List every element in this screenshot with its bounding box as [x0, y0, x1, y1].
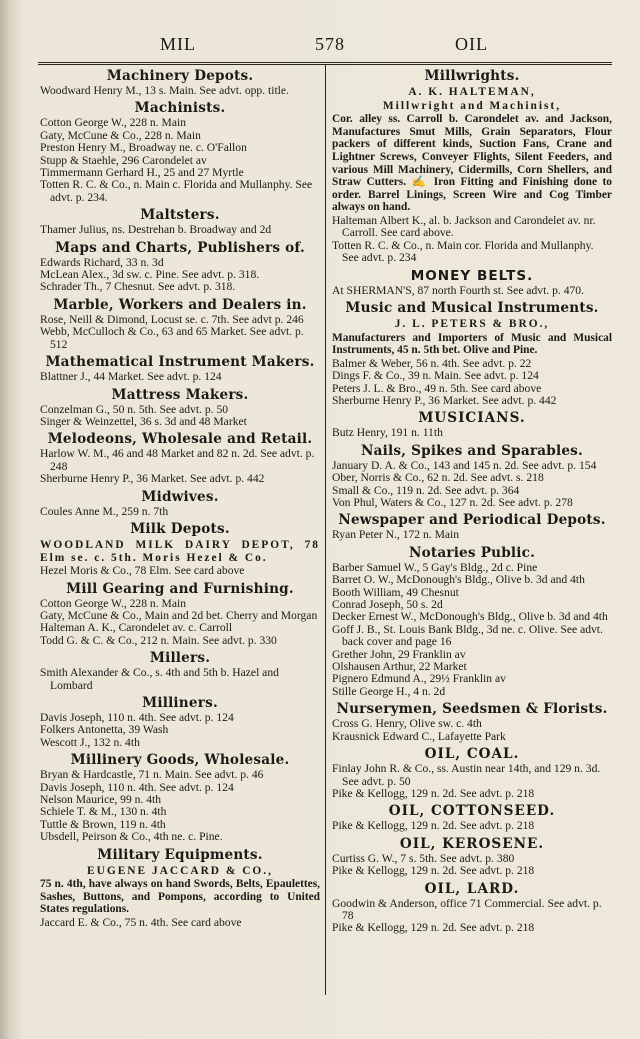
directory-entry: Conzelman G., 50 n. 5th. See advt. p. 50	[40, 402, 229, 416]
directory-entry: Blattner J., 44 Market. See advt. p. 124	[40, 370, 222, 384]
section-heading: Milk Depots.	[130, 520, 230, 537]
section-oil-lard	[332, 881, 612, 935]
section-milliners	[40, 695, 320, 749]
section-money-belts	[332, 268, 612, 297]
directory-entry: Halteman Albert K., al. b. Jackson and Carondelet av. nr. Carroll. See card above.	[332, 213, 596, 240]
directory-entry: Webb, McCulloch & Co., 63 and 65 Market. See advt. p. 512	[40, 325, 304, 351]
card-ad-line: Millwright and Machinist,	[382, 99, 562, 112]
section-music-and-musical-instruments	[332, 300, 612, 407]
directory-entry: Edwards Richard, 33 n. 3d	[40, 255, 164, 269]
section-heading: Mill Gearing and Furnishing.	[66, 580, 294, 597]
section-heading: MUSICIANS.	[418, 410, 526, 427]
directory-entry: Harlow W. M., 46 and 48 Market and 82 n. 2d. See advt. p. 248	[40, 447, 315, 473]
directory-entry: Preston Henry M., Broadway ne. c. O'Fallon	[40, 141, 247, 155]
card-ad-line: WOODLAND MILK DAIRY DEPOT, 78 Elm se. c. 5th. Moris Hezel & Co.	[40, 538, 320, 564]
section-heading: Mattress Makers.	[111, 386, 249, 403]
directory-entry: Timmermann Gerhard H., 25 and 27 Myrtle	[40, 166, 244, 180]
section-heading: Midwives.	[141, 488, 219, 505]
section-heading: OIL, COTTONSEED.	[388, 803, 556, 820]
directory-entry: Thamer Julius, ns. Destrehan b. Broadway and 2d	[40, 223, 272, 237]
directory-entry: Davis Joseph, 110 n. 4th. See advt. p. 124	[40, 780, 234, 794]
running-head-left: MIL	[160, 34, 196, 54]
section-heading: Music and Musical Instruments.	[345, 299, 599, 316]
section-milk-depots	[40, 521, 320, 578]
section-mattress-makers	[40, 387, 320, 429]
directory-entry: Hezel Moris & Co., 78 Elm. See card above	[40, 564, 245, 578]
section-heading: Millers.	[149, 650, 211, 667]
directory-entry: Cotton George W., 228 n. Main	[40, 596, 186, 610]
directory-entry: Jaccard E. & Co., 75 n. 4th. See card above	[40, 916, 242, 929]
section-heading: Maltsters.	[140, 207, 220, 224]
directory-entry: Pike & Kellogg, 129 n. 2d. See advt. p. 218	[332, 786, 535, 800]
section-heading: Mathematical Instrument Makers.	[45, 354, 315, 371]
directory-entry: Dings F. & Co., 39 n. Main. See advt. p. 124	[332, 369, 539, 383]
section-heading: Machinists.	[134, 100, 226, 117]
section-millers	[40, 650, 320, 692]
directory-entry: Grether John, 29 Franklin av	[332, 647, 466, 661]
directory-entry: Krausnick Edward C., Lafayette Park	[332, 729, 506, 743]
directory-entry: Davis Joseph, 110 n. 4th. See advt. p. 124	[40, 710, 234, 724]
section-heading: Nails, Spikes and Sparables.	[361, 442, 583, 459]
directory-entry: Goff J. B., St. Louis Bank Bldg., 3d ne. c. Olive. See advt. back cover and page 16	[332, 622, 603, 649]
section-mathematical-instrument-makers	[40, 354, 320, 383]
left-column	[40, 66, 320, 932]
section-heading: Nurserymen, Seedsmen & Florists.	[336, 701, 608, 718]
directory-entry: Pike & Kellogg, 129 n. 2d. See advt. p. 218	[332, 864, 535, 878]
directory-entry: Curtiss G. W., 7 s. 5th. See advt. p. 380	[332, 851, 515, 865]
directory-entry: Ryan Peter N., 172 n. Main	[332, 528, 460, 542]
section-heading: MONEY BELTS.	[410, 267, 534, 284]
directory-entry: Goodwin & Anderson, office 71 Commercial. See advt. p. 78	[332, 896, 602, 922]
directory-entry: Rose, Neill & Dimond, Locust se. c. 7th. See advt p. 246	[40, 312, 304, 326]
section-newspaper-and-periodical-depots	[332, 512, 612, 541]
section-nurserymen-seedsmen-florists	[332, 701, 612, 743]
section-heading: Millinery Goods, Wholesale.	[70, 752, 290, 769]
directory-entry: Decker Ernest W., McDonough's Bldg., Olive b. 3d and 4th	[332, 610, 608, 624]
directory-entry: Cotton George W., 228 n. Main	[40, 116, 186, 130]
card-ad-line: J. L. PETERS & BRO.,	[394, 317, 550, 330]
section-machinery-depots	[40, 68, 320, 97]
section-heading: OIL, LARD.	[424, 880, 520, 897]
section-maltsters	[40, 207, 320, 236]
directory-entry: Cross G. Henry, Olive sw. c. 4th	[332, 717, 482, 731]
directory-entry: Tuttle & Brown, 119 n. 4th	[40, 817, 166, 831]
directory-entry: Ober, Norris & Co., 62 n. 2d. See advt. s. 218	[332, 471, 544, 485]
column-divider	[325, 65, 326, 995]
section-heading: Milliners.	[142, 694, 218, 711]
section-musicians	[332, 410, 612, 439]
directory-entry: Totten R. C. & Co., n. Main c. Florida and Mullanphy. See advt. p. 234.	[40, 178, 313, 204]
section-heading: OIL, COAL.	[424, 746, 520, 763]
section-heading: Marble, Workers and Dealers in.	[53, 296, 307, 313]
directory-entry: Smith Alexander & Co., s. 4th and 5th b. Hazel and Lombard	[40, 666, 279, 692]
directory-entry: Totten R. C. & Co., n. Main cor. Florida and Mullanphy. See advt. p. 234	[332, 238, 594, 265]
section-military-equipments	[40, 847, 320, 930]
card-ad-line: 75 n. 4th, have always on hand Swords, Belts, Epaulettes, Sashes, Buttons, and Pompons, according to United States regulations.	[40, 878, 320, 916]
section-marble-workers-and-dealers-in	[40, 297, 320, 351]
card-ad-line: A. K. HALTEMAN,	[408, 86, 536, 98]
directory-entry: Coules Anne M., 259 n. 7th	[40, 504, 169, 518]
section-notaries-public	[332, 545, 612, 698]
directory-entry: Woodward Henry M., 13 s. Main. See advt. opp. title.	[40, 84, 289, 97]
page-number: 578	[315, 34, 345, 54]
directory-entry: Halteman A. K., Carondelet av. c. Carroll	[40, 621, 233, 635]
directory-entry: Sherburne Henry P., 36 Market. See advt. p. 442	[332, 393, 557, 407]
section-heading: Maps and Charts, Publishers of.	[55, 239, 305, 256]
directory-entry: Butz Henry, 191 n. 11th	[332, 426, 443, 440]
directory-entry: Ubsdell, Peirson & Co., 4th ne. c. Pine.	[40, 830, 223, 844]
directory-entry: Folkers Antonetta, 39 Wash	[40, 723, 169, 737]
directory-entry: Singer & Weinzettel, 36 s. 3d and 48 Market	[40, 414, 247, 428]
directory-entry: Booth William, 49 Chesnut	[332, 585, 459, 599]
header-rule	[38, 62, 612, 63]
section-heading: Machinery Depots.	[106, 68, 254, 84]
directory-entry: Schiele T. & M., 130 n. 4th	[40, 805, 167, 819]
section-millwrights	[332, 68, 612, 265]
section-mill-gearing-and-furnishing	[40, 581, 320, 648]
directory-entry: Pike & Kellogg, 129 n. 2d. See advt. p. 218	[332, 819, 535, 833]
directory-entry: Bryan & Hardcastle, 71 n. Main. See advt. p. 46	[40, 768, 264, 782]
section-heading: Notaries Public.	[408, 544, 536, 561]
card-ad-line: Manufacturers and Importers of Music and Musical Instruments, 45 n. 5th bet. Olive and Pine.	[332, 331, 612, 357]
card-ad-line: EUGENE JACCARD & CO.,	[87, 864, 273, 877]
directory-entry: Peters J. L. & Bro., 49 n. 5th. See card above	[332, 381, 542, 395]
section-melodeons-wholesale-and-retail	[40, 431, 320, 485]
directory-entry: At SHERMAN'S, 87 north Fourth st. See advt. p. 470.	[332, 283, 585, 297]
section-machinists	[40, 100, 320, 204]
directory-entry: Schrader Th., 7 Chesnut. See advt. p. 318.	[40, 280, 236, 294]
section-maps-and-charts-publishers-of	[40, 240, 320, 294]
directory-entry: Gaty, McCune & Co., 228 n. Main	[40, 128, 201, 142]
section-oil-cottonseed	[332, 803, 612, 832]
running-head-right: OIL	[455, 34, 488, 54]
running-head	[0, 34, 640, 60]
section-heading: Newspaper and Periodical Depots.	[338, 512, 606, 529]
directory-entry: Gaty, McCune & Co., Main and 2d bet. Cherry and Morgan	[40, 608, 318, 622]
directory-entry: Nelson Maurice, 99 n. 4th	[40, 793, 162, 806]
directory-entry: Pike & Kellogg, 129 n. 2d. See advt. p. 218	[332, 921, 535, 935]
directory-entry: Olshausen Arthur, 22 Market	[332, 660, 467, 674]
section-heading: Millwrights.	[424, 68, 520, 84]
directory-entry: Barber Samuel W., 5 Gay's Bldg., 2d c. Pine	[332, 560, 538, 574]
directory-entry: Barret O. W., McDonough's Bldg., Olive b. 3d and 4th	[332, 573, 585, 587]
directory-entry: Todd G. & C. & Co., 212 n. Main. See advt. p. 330	[40, 633, 277, 647]
directory-entry: Small & Co., 119 n. 2d. See advt. p. 364	[332, 483, 520, 497]
section-heading: Melodeons, Wholesale and Retail.	[47, 431, 313, 448]
directory-entry: McLean Alex., 3d sw. c. Pine. See advt. p. 318.	[40, 268, 260, 282]
section-heading: OIL, KEROSENE.	[399, 835, 545, 852]
directory-entry: January D. A. & Co., 143 and 145 n. 2d. See advt. p. 154	[332, 458, 597, 472]
directory-entry: Finlay John R. & Co., ss. Austin near 14th, and 129 n. 3d. See advt. p. 50	[332, 762, 601, 788]
section-nails-spikes-and-sparables	[332, 443, 612, 510]
directory-entry: Balmer & Weber, 56 n. 4th. See advt. p. 22	[332, 356, 532, 370]
right-column	[332, 66, 612, 938]
section-oil-coal	[332, 746, 612, 800]
section-oil-kerosene	[332, 836, 612, 878]
directory-entry: Pignero Edmund A., 29½ Franklin av	[332, 672, 506, 686]
directory-entry: Sherburne Henry P., 36 Market. See advt. p. 442	[40, 472, 265, 486]
directory-entry: Wescott J., 132 n. 4th	[40, 735, 140, 749]
section-millinery-goods-wholesale	[40, 752, 320, 843]
section-heading: Military Equipments.	[97, 846, 263, 863]
section-midwives	[40, 489, 320, 518]
directory-entry: Von Phul, Waters & Co., 127 n. 2d. See advt. p. 278	[332, 496, 573, 509]
directory-entry: Conrad Joseph, 50 s. 2d	[332, 598, 443, 612]
directory-entry: Stupp & Staehle, 296 Carondelet av	[40, 153, 207, 167]
directory-entry: Stille George H., 4 n. 2d	[332, 684, 446, 698]
card-ad-line: Cor. alley ss. Carroll b. Carondelet av. and Jackson, Manufactures Smut Mills, Grain Separators, Flour packers of different kinds, Suction Fans, Crane and Lightner Screws, Conveyer Flights, Silent Feeders, and various Mill Machinery, Cidermills, Corn Shellers, and Straw Cutters. ✍ Iron Fitting and Finishing done to order. Barrel Linings, Screen Wire and Cog Timber always on hand.	[332, 113, 612, 214]
